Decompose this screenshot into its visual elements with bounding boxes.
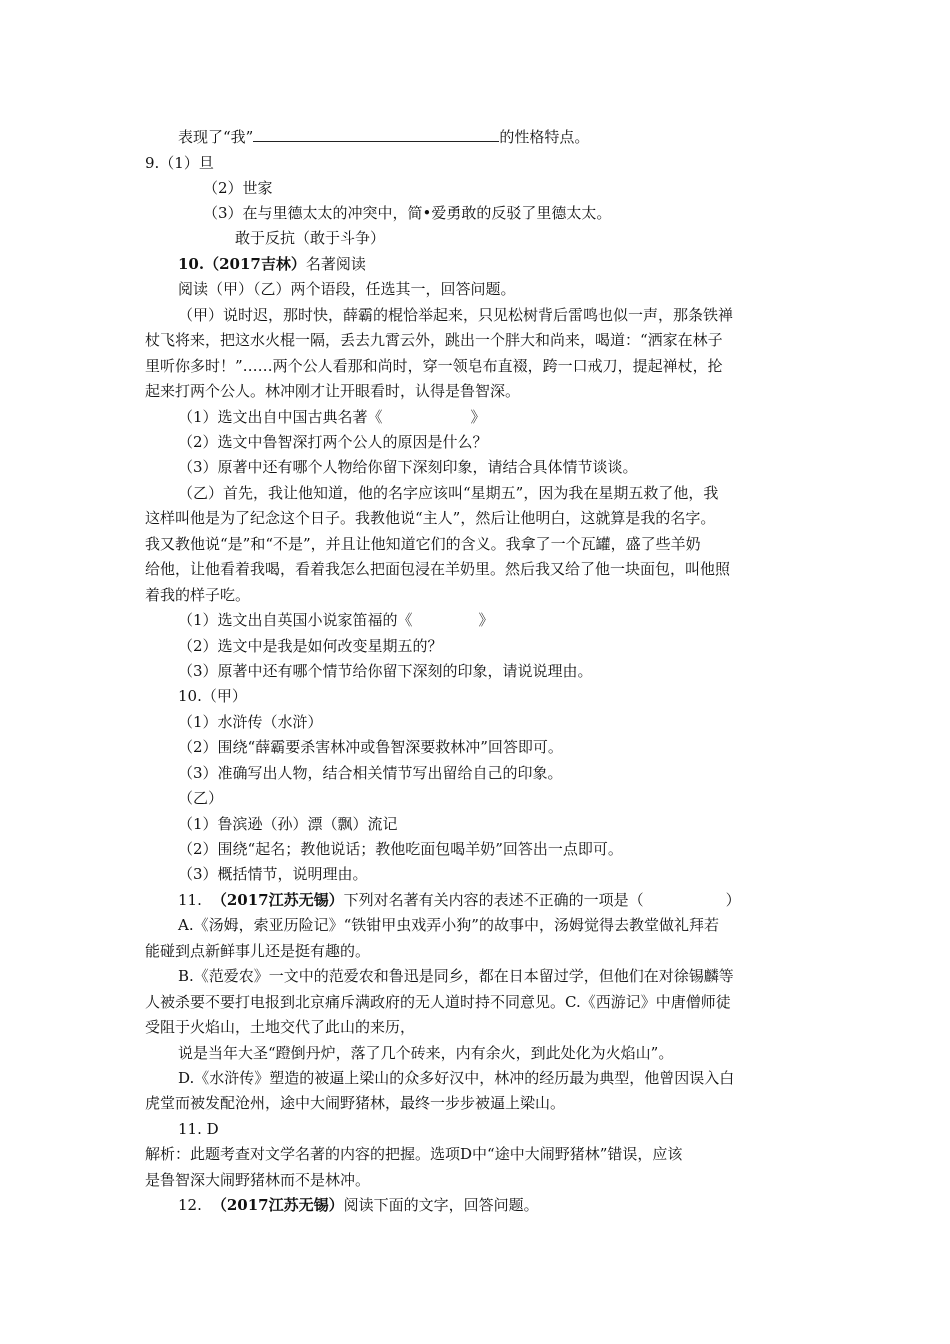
question-number: 11. [178, 891, 202, 909]
text-fragment: （1）选文出自英国小说家笛福的《 [178, 611, 413, 629]
text-fragment: （1）选文出自中国古典名著《 [178, 408, 383, 426]
question-source: 10.（2017吉林） [178, 255, 306, 273]
text-fragment: 》 [470, 408, 486, 426]
question-source: （2017江苏无锡） [211, 1196, 344, 1214]
answer-line: （乙） [178, 789, 224, 807]
option-line: 说是当年大圣“蹬倒丹炉，落了几个砖来，内有余火，到此处化为火焰山”。 [178, 1044, 674, 1062]
option-line: 能碰到点新鲜事儿还是挺有趣的。 [145, 942, 371, 960]
text-fragment: 表现了“我” [178, 128, 254, 146]
analysis-line: 解析：此题考查对文学名著的内容的把握。选项D中“途中大闹野猪林”错误，应该 [145, 1145, 683, 1163]
answer-line: （2）围绕“薛霸要杀害林冲或鲁智深要救林冲”回答即可。 [178, 738, 563, 756]
text-line: （甲）说时迟，那时快，薛霸的棍恰举起来，只见松树背后雷鸣也似一声，那条铁禅 [178, 306, 734, 324]
text-line: 这样叫他是为了纪念这个日子。我教他说“主人”，然后让他明白，这就算是我的名字。 [145, 509, 716, 527]
text-line: 里听你多时！”……两个公人看那和尚时，穿一领皂布直裰，跨一口戒刀，提起禅杖，抡 [145, 357, 723, 375]
text-line: 杖飞将来，把这水火棍一隔，丢去九霄云外，跳出一个胖大和尚来，喝道：“洒家在林子 [145, 331, 723, 349]
option-line: D.《水浒传》塑造的被逼上梁山的众多好汉中，林冲的经历最为典型，他曾因误入白 [178, 1069, 735, 1087]
question-heading [178, 254, 366, 274]
text-line: 阅读（甲）（乙）两个语段，任选其一，回答问题。 [178, 280, 516, 298]
text-line: 我又教他说“是”和“不是”，并且让他知道它们的含义。我拿了一个瓦罐，盛了些羊奶 [145, 535, 701, 553]
text-fragment: 名著阅读 [305, 255, 366, 273]
text-fragment: 》 [478, 611, 494, 629]
text-fragment: ） [725, 891, 741, 909]
option-line: B.《范爱农》一文中的范爱农和鲁迅是同乡，都在日本留过学，但他们在对徐锡麟等 [178, 967, 734, 985]
text-line: （乙）首先，我让他知道，他的名字应该叫“星期五”，因为我在星期五救了他，我 [178, 484, 719, 502]
answer-line: （3）概括情节，说明理由。 [178, 865, 368, 883]
question-source: （2017江苏无锡） [211, 891, 344, 909]
answer-line: 10.（甲） [178, 687, 247, 705]
answer-blank [253, 127, 499, 142]
sub-question [178, 610, 494, 630]
sub-question: （2）选文中是我是如何改变星期五的？ [178, 637, 443, 655]
answer-line: 11. D [178, 1120, 219, 1138]
analysis-line: 是鲁智深大闹野猪林而不是林冲。 [145, 1171, 371, 1189]
answer-line: （1）鲁滨逊（孙）漂（飘）流记 [178, 815, 398, 833]
text-line [178, 127, 589, 147]
text-fragment: 下列对名著有关内容的表述不正确的一项是（ [343, 891, 644, 909]
option-line: A.《汤姆，索亚历险记》“铁钳甲虫戏弄小狗”的故事中，汤姆觉得去教堂做礼拜若 [178, 916, 719, 934]
question-heading [178, 890, 741, 910]
question-heading [178, 1195, 539, 1215]
sub-question: （2）选文中鲁智深打两个公人的原因是什么？ [178, 433, 488, 451]
answer-line: （1）水浒传（水浒） [178, 713, 323, 731]
text-line: 给他，让他看着我喝，看着我怎么把面包浸在羊奶里。然后我又给了他一块面包，叫他照 [145, 560, 731, 578]
answer-line: 9.（1）旦 [145, 154, 214, 172]
sub-question: （3）原著中还有哪个人物给你留下深刻印象，请结合具体情节谈谈。 [178, 458, 638, 476]
sub-question [178, 407, 486, 427]
text-line: 着我的样子吃。 [145, 586, 251, 604]
text-line: 起来打两个公人。林冲刚才让开眼看时，认得是鲁智深。 [145, 382, 521, 400]
sub-question: （3）原著中还有哪个情节给你留下深刻的印象，请说说理由。 [178, 662, 593, 680]
text-fragment: 的性格特点。 [499, 128, 590, 146]
answer-line: （2）世家 [203, 179, 273, 197]
option-line: 受阻于火焰山，土地交代了此山的来历， [145, 1018, 416, 1036]
answer-line: （2）围绕“起名；教他说话；教他吃面包喝羊奶”回答出一点即可。 [178, 840, 623, 858]
option-line: 人被杀要不要打电报到北京痛斥满政府的无人道时持不同意见。C.《西游记》中唐僧师徒 [145, 993, 731, 1011]
text-fragment: 阅读下面的文字，回答问题。 [343, 1196, 539, 1214]
answer-line: （3）在与里德太太的冲突中，简•爱勇敢的反驳了里德太太。 [203, 204, 612, 222]
answer-line: 敢于反抗（敢于斗争） [235, 229, 386, 247]
answer-line: （3）准确写出人物，结合相关情节写出留给自己的印象。 [178, 764, 563, 782]
question-number: 12. [178, 1196, 202, 1214]
option-line: 虎堂而被发配沧州，途中大闹野猪林，最终一步步被逼上梁山。 [145, 1094, 566, 1112]
